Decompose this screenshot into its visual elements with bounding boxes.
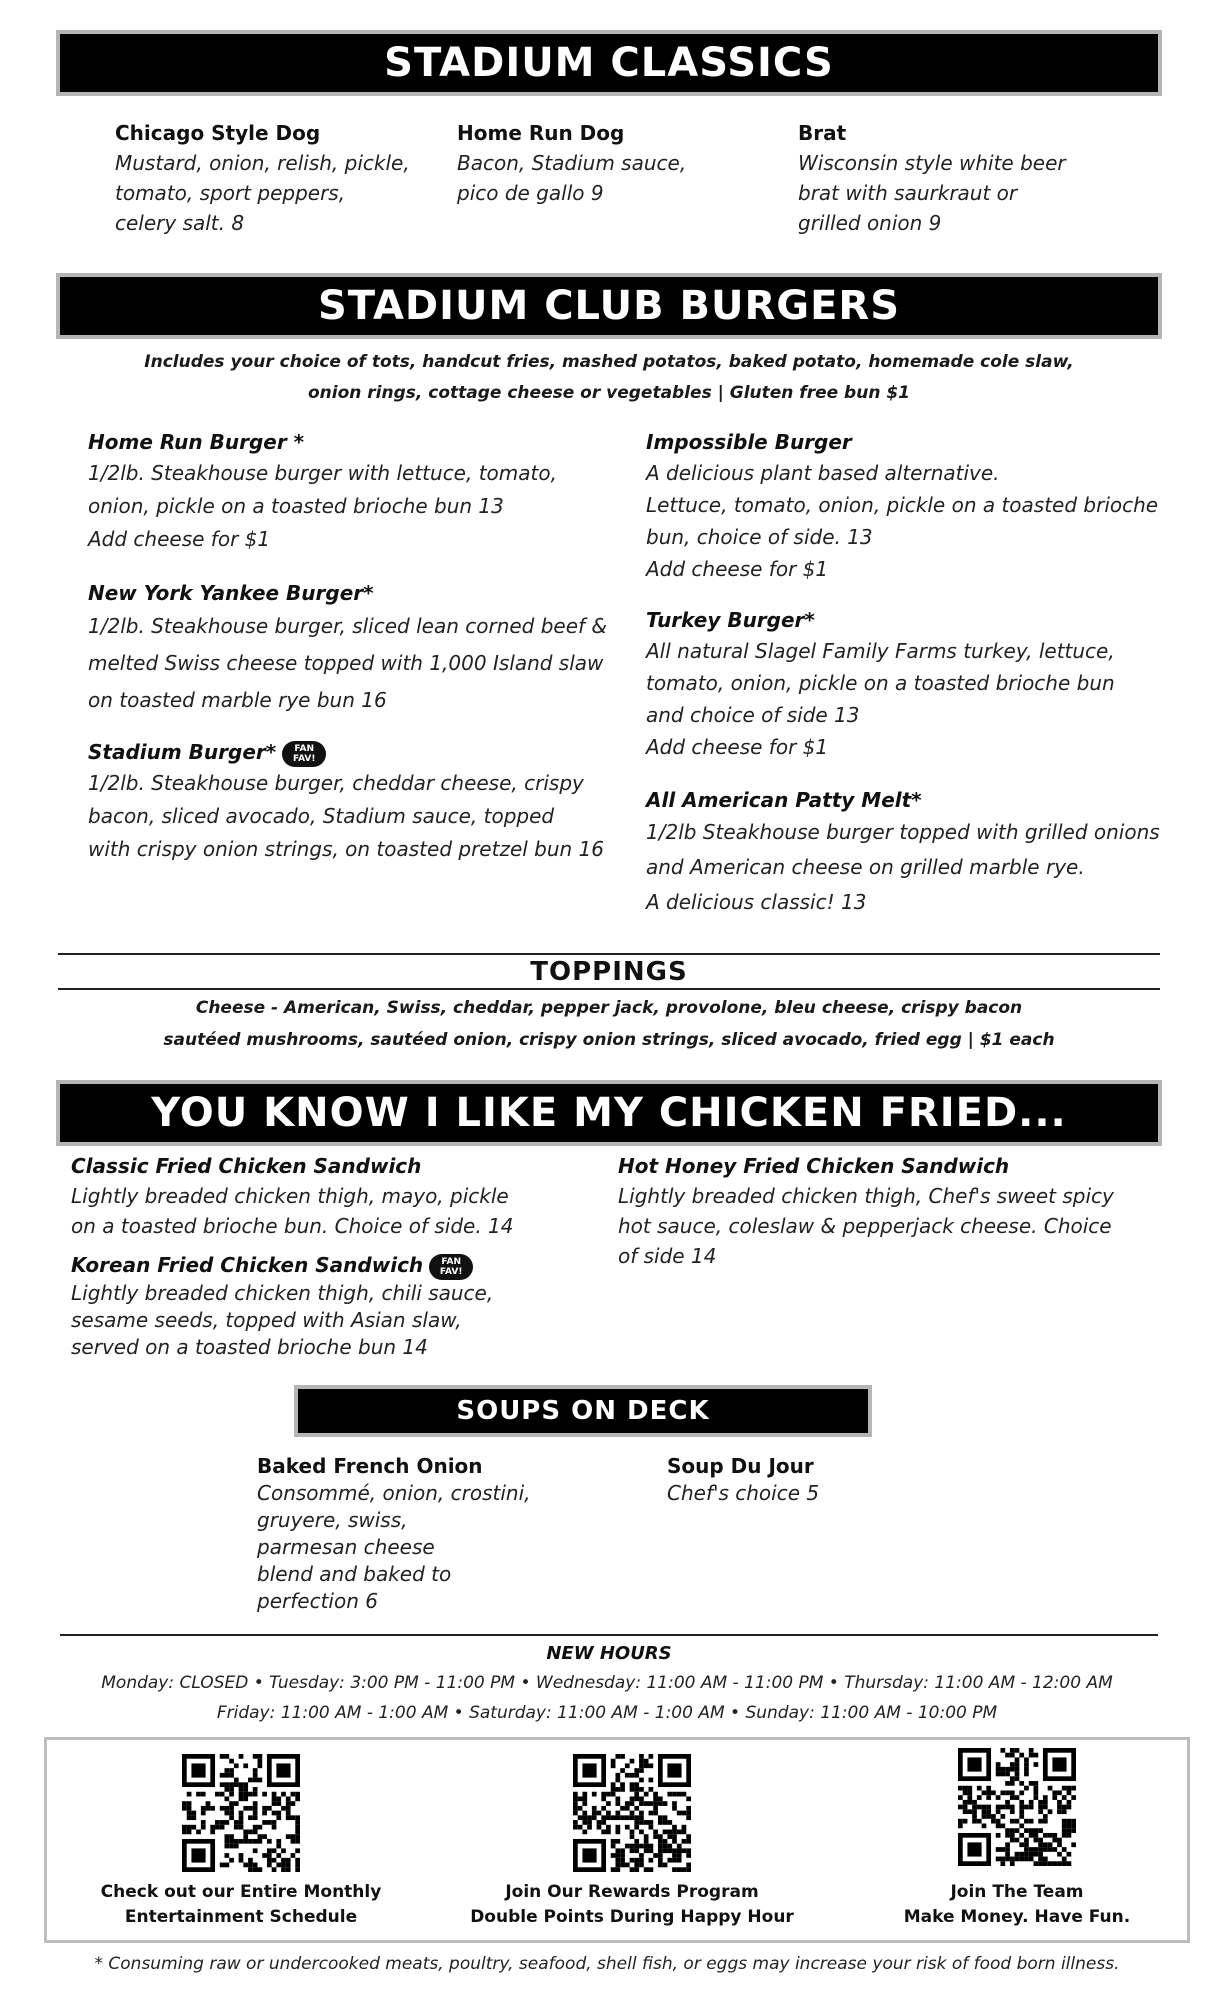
item-desc: Bacon, Stadium sauce, pico de gallo 9 — [457, 151, 687, 205]
soups-banner — [294, 1385, 872, 1437]
item-name-row — [71, 1250, 611, 1280]
toppings-list: Cheese - American, Swiss, cheddar, pepper jack, provolone, bleu cheese, crispy bacon sautéed mushrooms, sautéed onion, crispy onion strings, sliced avocado, fried egg | $1 each — [163, 998, 1055, 1050]
item-name: All American Patty Melt* — [646, 788, 922, 812]
qr-join-team[interactable] — [837, 1748, 1197, 1930]
qr-code-icon[interactable] — [182, 1754, 300, 1872]
qr-caption-line2: Make Money. Have Fun. — [903, 1907, 1131, 1927]
fan-fav-badge: FAN FAV! — [282, 741, 326, 767]
item-name: Stadium Burger* — [88, 740, 277, 764]
qr-code-icon[interactable] — [958, 1748, 1076, 1866]
item-desc: A delicious plant based alternative. Lettuce, tomato, onion, pickle on a toasted brioche bun, choice of side. 13 Add cheese for $1 — [646, 461, 1159, 581]
qr-caption-line1: Join Our Rewards Program — [505, 1882, 759, 1902]
item-desc: Chef's choice 5 — [667, 1481, 820, 1505]
item-desc: Lightly breaded chicken thigh, Chef's sweet spicy hot sauce, coleslaw & pepperjack cheese. Choice of side 14 — [618, 1184, 1114, 1268]
fan-fav-badge: FAN FAV! — [429, 1254, 473, 1280]
qr-caption-line1: Check out our Entire Monthly — [100, 1882, 382, 1902]
item-desc: 1/2lb. Steakhouse burger, sliced lean corned beef & melted Swiss cheese topped with 1,000 Island slaw on toasted marble rye bun 16 — [88, 614, 608, 712]
soups-title: SOUPS ON DECK — [456, 1396, 710, 1426]
hours-rule — [60, 1634, 1158, 1636]
item-name: Soup Du Jour — [667, 1454, 814, 1478]
menu-item-home-run-dog — [457, 118, 777, 208]
chicken-banner — [56, 1080, 1162, 1146]
hours-title: NEW HOURS — [546, 1643, 672, 1664]
item-desc: Wisconsin style white beer brat with saurkraut or grilled onion 9 — [798, 151, 1066, 235]
item-name: Home Run Dog — [457, 121, 625, 145]
menu-item-patty-melt — [646, 785, 1186, 920]
food-safety-disclaimer: * Consuming raw or undercooked meats, poultry, seafood, shell fish, or eggs may increase your risk of food born illness. — [94, 1954, 1120, 1974]
toppings-top-rule — [58, 953, 1160, 955]
item-desc: 1/2lb. Steakhouse burger with lettuce, tomato, onion, pickle on a toasted brioche bun 13 Add cheese for $1 — [88, 461, 557, 551]
menu-item-turkey-burger — [646, 605, 1186, 763]
menu-item-korean-fried-chicken — [71, 1250, 611, 1361]
menu-item-home-run-burger — [88, 427, 628, 556]
hours-line-2: Friday: 11:00 AM - 1:00 AM • Saturday: 11:00 AM - 1:00 AM • Sunday: 11:00 AM - 10:00 PM — [216, 1703, 998, 1723]
item-desc: Lightly breaded chicken thigh, chili sauce, sesame seeds, topped with Asian slaw, served on a toasted brioche bun 14 — [71, 1281, 494, 1359]
chicken-title: YOU KNOW I LIKE MY CHICKEN FRIED... — [151, 1090, 1067, 1136]
qr-code-icon[interactable] — [573, 1754, 691, 1872]
classics-title: STADIUM CLASSICS — [384, 40, 834, 86]
item-desc: 1/2lb Steakhouse burger topped with grilled onions and American cheese on grilled marble rye. A delicious classic! 13 — [646, 820, 1160, 914]
menu-item-chicago-dog — [115, 118, 435, 238]
item-desc: 1/2lb. Steakhouse burger, cheddar cheese, crispy bacon, sliced avocado, Stadium sauce, topped with crispy onion strings, on toasted pretzel bun 16 — [88, 771, 605, 861]
item-name: Hot Honey Fried Chicken Sandwich — [618, 1154, 1010, 1178]
toppings-bottom-rule — [58, 988, 1160, 990]
menu-item-soup-du-jour — [667, 1452, 987, 1507]
item-name: Baked French Onion — [257, 1454, 483, 1478]
menu-item-ny-yankee-burger — [88, 578, 648, 719]
qr-caption-line1: Join The Team — [950, 1882, 1084, 1902]
qr-panel — [44, 1737, 1190, 1943]
item-name: Korean Fried Chicken Sandwich — [71, 1253, 424, 1277]
menu-item-stadium-burger — [88, 737, 648, 866]
menu-item-hot-honey-chicken — [618, 1151, 1178, 1271]
qr-caption-line2: Entertainment Schedule — [124, 1907, 358, 1927]
item-name: Brat — [798, 121, 847, 145]
item-name: Chicago Style Dog — [115, 121, 321, 145]
item-desc: Lightly breaded chicken thigh, mayo, pickle on a toasted brioche bun. Choice of side. 14 — [71, 1184, 514, 1238]
burgers-sides-note: Includes your choice of tots, handcut fries, mashed potatos, baked potato, homemade cole slaw, onion rings, cottage cheese or vegetables | Gluten free bun $1 — [144, 352, 1074, 403]
item-desc: Consommé, onion, crostini, gruyere, swiss, parmesan cheese blend and baked to perfection 6 — [257, 1481, 531, 1613]
item-name: Classic Fried Chicken Sandwich — [71, 1154, 422, 1178]
menu-item-brat — [798, 118, 1138, 238]
qr-caption-line2: Double Points During Happy Hour — [470, 1907, 794, 1927]
hours-line-1: Monday: CLOSED • Tuesday: 3:00 PM - 11:00 PM • Wednesday: 11:00 AM - 11:00 PM • Thursday: 11:00 AM - 12:00 AM — [101, 1673, 1113, 1693]
menu-item-french-onion — [257, 1452, 577, 1615]
qr-rewards[interactable] — [452, 1754, 812, 1930]
item-desc: Mustard, onion, relish, pickle, tomato, sport peppers, celery salt. 8 — [115, 151, 410, 235]
qr-entertainment[interactable] — [61, 1754, 421, 1930]
toppings-title: TOPPINGS — [530, 957, 688, 987]
burgers-title: STADIUM CLUB BURGERS — [317, 283, 901, 329]
classics-banner — [56, 30, 1162, 96]
item-name: Turkey Burger* — [646, 608, 815, 632]
item-desc: All natural Slagel Family Farms turkey, lettuce, tomato, onion, pickle on a toasted brioche bun and choice of side 13 Add cheese for $1 — [646, 639, 1115, 759]
burgers-banner — [56, 273, 1162, 339]
item-name: New York Yankee Burger* — [88, 581, 374, 605]
item-name-row — [88, 737, 648, 767]
item-name: Home Run Burger * — [88, 430, 305, 454]
item-name: Impossible Burger — [646, 430, 852, 454]
menu-item-classic-fried-chicken — [71, 1151, 591, 1241]
menu-item-impossible-burger — [646, 427, 1186, 585]
